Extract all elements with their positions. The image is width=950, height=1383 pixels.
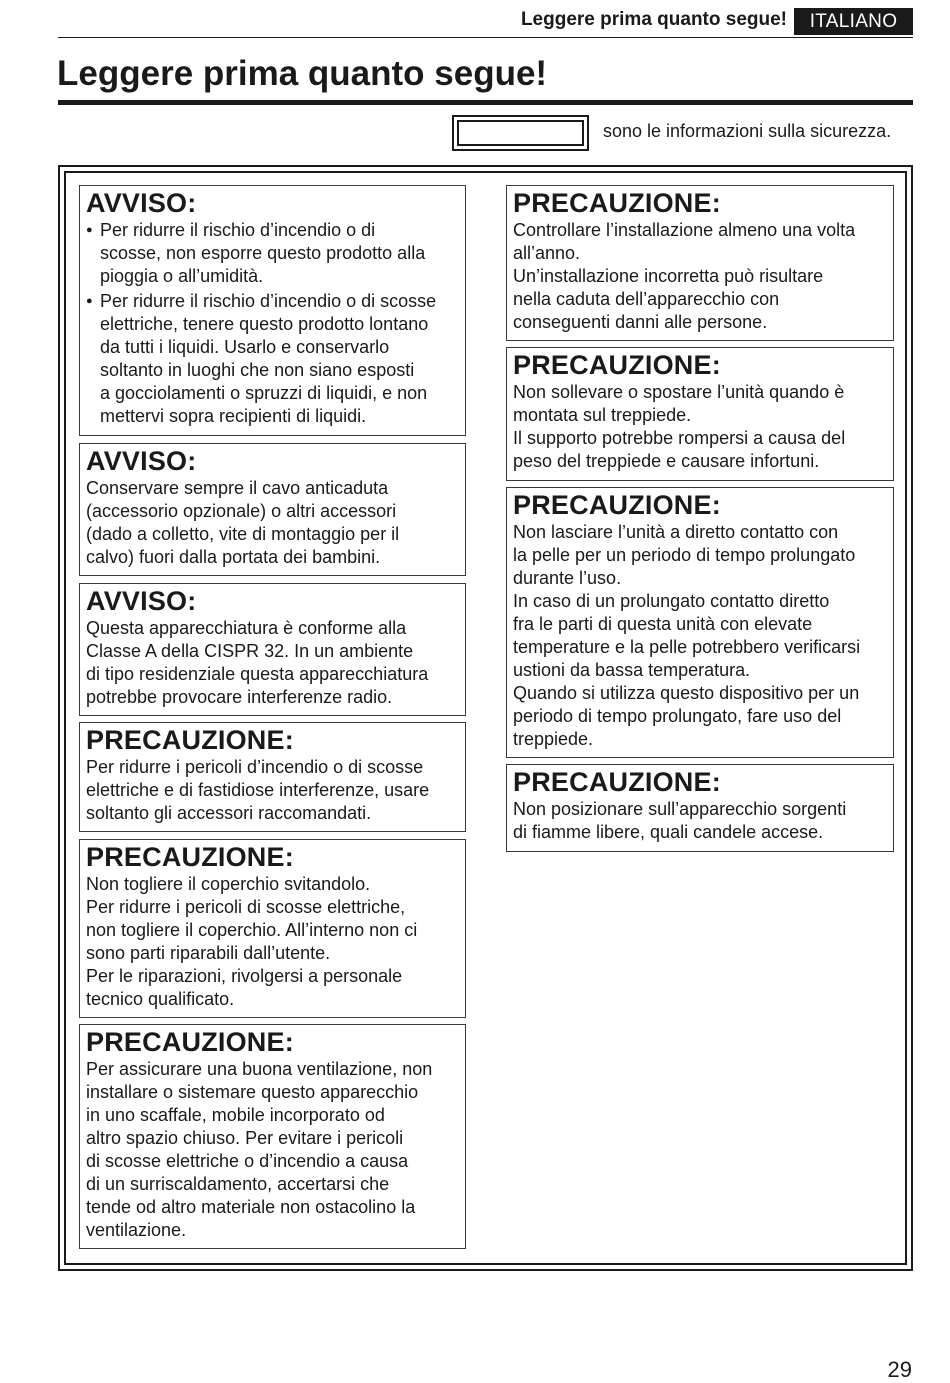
running-header-title: Leggere prima quanto segue! [520,9,787,30]
page-title: Leggere prima quanto segue! [57,54,548,93]
notice-box [79,722,466,832]
notice-body: Non sollevare o spostare l’unità quando è montata sul treppiede. Il supporto potrebbe rompersi a causa del peso del treppiede e causare infortuni. [513,382,846,471]
notice-bullet: ● Per ridurre il rischio d’incendio o di scosse, non esporre questo prodotto alla pioggia o all’umidità. [86,219,459,288]
language-badge: ITALIANO [794,8,913,35]
notice-box [506,487,894,758]
notice-heading: PRECAUZIONE: [86,725,294,755]
notice-heading: PRECAUZIONE: [86,1027,294,1057]
notice-body: Non posizionare sull’apparecchio sorgenti di fiamme libere, quali candele accese. [513,799,847,842]
notice-heading: PRECAUZIONE: [86,842,294,872]
notice-box [79,583,466,716]
notice-body: Conservare sempre il cavo anticaduta (accessorio opzionale) o altri accessori (dado a colletto, vite di montaggio per il calvo) fuori dalla portata dei bambini. [86,478,400,567]
notice-heading: AVVISO: [86,446,197,476]
header-divider [58,37,913,38]
notice-body: Non togliere il coperchio svitandolo. Per ridurre i pericoli di scosse elettriche, non togliere il coperchio. All’interno non ci sono parti riparabili dall’utente. Per le riparazioni, rivolgersi a personale tecnico qualificato. [86,874,418,1009]
notice-body: Questa apparecchiatura è conforme alla Classe A della CISPR 32. In un ambiente di tipo residenziale questa apparecchiatura potrebbe provocare interferenze radio. [86,618,429,707]
notice-heading: PRECAUZIONE: [513,350,721,380]
notice-heading: AVVISO: [86,586,197,616]
notice-bullet-list [86,219,459,428]
safety-note: sono le informazioni sulla sicurezza. [603,121,892,141]
notice-box [506,764,894,852]
notice-box [79,1024,466,1249]
notice-body: Per ridurre i pericoli d’incendio o di scosse elettriche e di fastidiose interferenze, usare soltanto gli accessori raccomandati. [86,757,430,823]
notice-box [506,347,894,481]
notice-heading: PRECAUZIONE: [513,188,721,218]
safety-symbol-box [452,115,589,151]
notice-heading: AVVISO: [86,188,197,218]
page-number: 29 [887,1357,912,1382]
notice-box [79,443,466,576]
notice-bullet: ● Per ridurre il rischio d’incendio o di scosse elettriche, tenere questo prodotto lontano da tutti i liquidi. Usarlo e conservarlo soltanto in luoghi che non siano esposti a gocciolamenti o spruzzi di liquidi, e non mettervi sopra recipienti di liquidi. [86,290,459,428]
notice-heading: PRECAUZIONE: [513,490,721,520]
notice-box [506,185,894,341]
notice-body: Non lasciare l’unità a diretto contatto con la pelle per un periodo di tempo prolungato durante l’uso. In caso di un prolungato contatto diretto fra le parti di questa unità con elevate temperature e la pelle potrebbero verificarsi ustioni da bassa temperatura. Quando si utilizza questo dispositivo per un periodo di tempo prolungato, fare uso del treppiede. [513,522,861,749]
notice-body: Controllare l’installazione almeno una volta all’anno. Un’installazione incorretta può risultare nella caduta dell’apparecchio con conseguenti danni alle persone. [513,220,856,332]
notice-box [79,839,466,1018]
notice-box [79,185,466,436]
notice-body: Per assicurare una buona ventilazione, non installare o sistemare questo apparecchio in uno scaffale, mobile incorporato od altro spazio chiuso. Per evitare i pericoli di scosse elettriche o d’incendio a causa di un surriscaldamento, accertarsi che tende od altro materiale non ostacolino la ventilazione. [86,1059,433,1240]
notice-heading: PRECAUZIONE: [513,767,721,797]
title-rule [58,100,913,105]
